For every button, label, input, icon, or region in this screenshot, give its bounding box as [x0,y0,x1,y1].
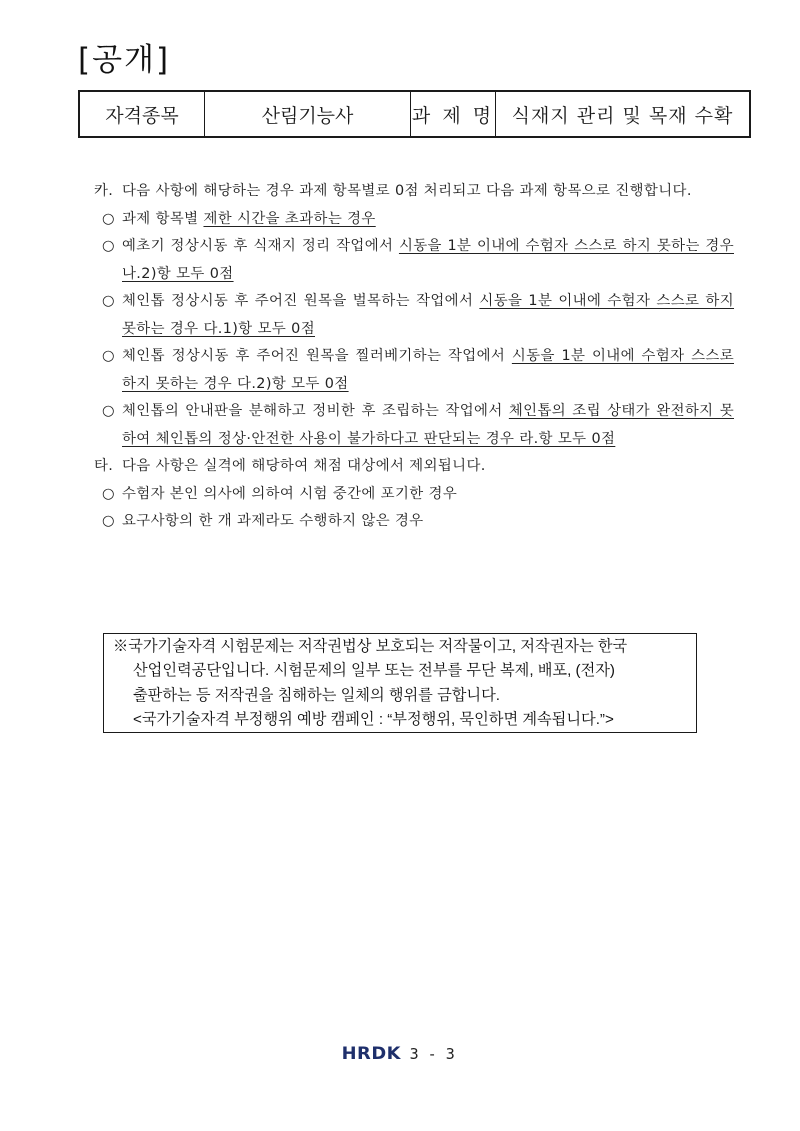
item-text: 체인톱의 안내판을 분해하고 정비한 후 조립하는 작업에서 [122,403,509,419]
item-underlined-text: 제한 시간을 초과하는 경우 [203,210,376,227]
circle-bullet-icon: ○ [102,485,115,502]
task-name-label: 과 제 명 [411,92,496,136]
circle-bullet-icon: ○ [102,348,115,364]
circle-bullet-icon: ○ [102,513,115,529]
list-item [94,233,734,288]
section-ka-lead: 카. [94,183,114,199]
section-ka [94,178,734,206]
notice-line: 출판하는 등 저작권을 침해하는 일체의 행위를 금합니다. [133,686,500,704]
item-underlined-text: 시동을 1분 이내에 수험자 스스로 하지 못하는 경우 나.2)항 모두 0점 [122,238,734,282]
qualification-value: 산림기능사 [205,92,411,136]
grading-rules [94,178,734,536]
notice-line: 산업인력공단입니다. 시험문제의 일부 또는 전부를 무단 복제, 배포, (전자) [133,662,615,680]
circle-bullet-icon: ○ [102,210,115,227]
item-text: 예초기 정상시동 후 식재지 정리 작업에서 [122,238,399,254]
section-ta-lead: 타. [94,458,114,474]
item-text: 체인톱 정상시동 후 주어진 원목을 찔러베기하는 작업에서 [122,348,512,364]
item-underlined-text: 시동을 1분 이내에 수험자 스스로 하지 못하는 경우 다.1)항 모두 0점 [122,293,735,337]
item-underlined-text: 체인톱의 조립 상태가 완전하지 못하여 체인톱의 정상·안전한 사용이 불가하다고 판단되는 경우 라.항 모두 0점 [122,403,734,447]
item-text: 체인톱 정상시동 후 주어진 원목을 벌목하는 작업에서 [122,293,480,309]
item-text: 수험자 본인 의사에 의하여 시험 중간에 포기한 경우 [122,485,458,502]
exam-info-table [78,90,751,138]
page-footer [343,1044,455,1064]
list-item [94,206,734,234]
list-item [94,508,734,536]
notice-line: ※국가기술자격 시험문제는 저작권법상 보호되는 저작물이고, 저작권자는 한국 [113,638,628,655]
list-item [94,288,734,343]
section-ta-text: 다음 사항은 실격에 해당하여 채점 대상에서 제외됩니다. [122,458,486,474]
circle-bullet-icon: ○ [102,403,115,419]
item-text: 요구사항의 한 개 과제라도 수행하지 않은 경우 [122,513,424,529]
list-item [94,398,734,453]
page-number: 3 - 3 [409,1045,455,1063]
section-ta [94,453,734,481]
circle-bullet-icon: ○ [102,293,115,309]
section-ka-text: 다음 사항에 해당하는 경우 과제 항목별로 0점 처리되고 다음 과제 항목으로 진행합니다. [122,183,692,199]
task-name-value: 식재지 관리 및 목재 수확 [511,104,734,127]
document-visibility-tag: [공개] [78,42,171,78]
circle-bullet-icon: ○ [102,238,115,254]
qualification-label: 자격종목 [80,92,205,136]
hrdk-logo: HRDK [341,1044,402,1064]
list-item [94,343,734,398]
item-text: 과제 항목별 [122,210,204,227]
notice-line: <국가기술자격 부정행위 예방 캠페인 : “부정행위, 묵인하면 계속됩니다.”> [133,711,614,729]
list-item [94,481,734,509]
item-underlined-text: 시동을 1분 이내에 수험자 스스로 하지 못하는 경우 다.2)항 모두 0점 [122,348,734,392]
copyright-notice-box [103,633,697,733]
